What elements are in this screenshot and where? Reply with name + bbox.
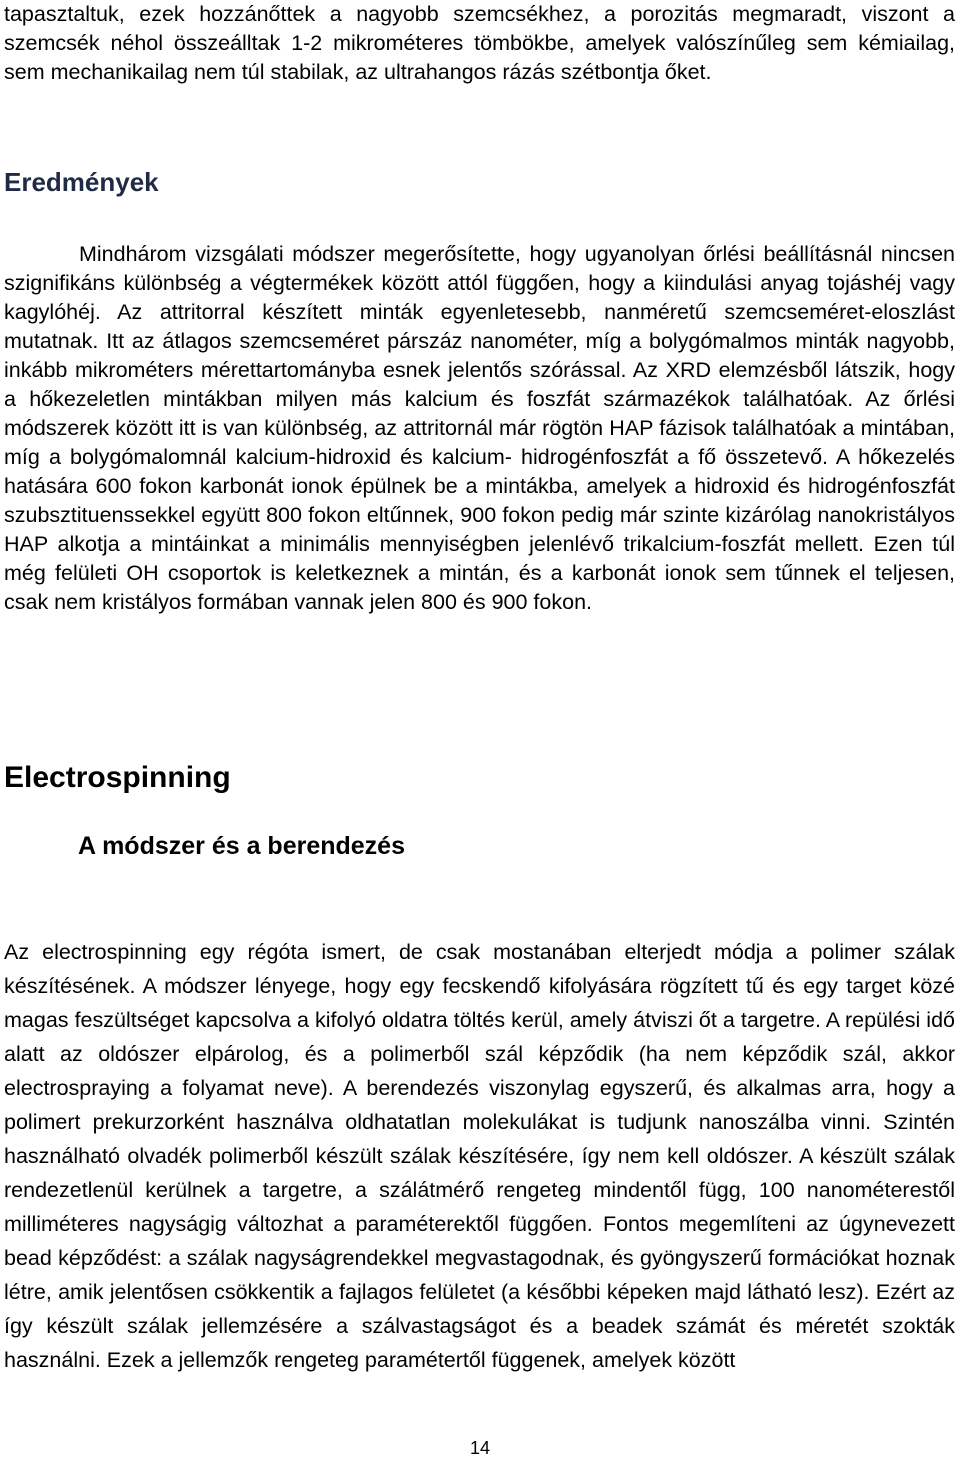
page-number: 14 (469, 1438, 491, 1458)
section-heading-electrospinning: Electrospinning (4, 761, 231, 794)
results-paragraph: Mindhárom vizsgálati módszer megerősítette, hogy ugyanolyan őrlési beállításnál nincsen szignifikáns különbség a végtermékek között attól függően, hogy a kiindulási anyag tojáshéj vagy kagylóhéj. Az attritorral készített minták egyenletesebb, nanméretű szemcseméret-eloszlást mutatnak. Itt az átlagos szemcseméret párszáz nanométer, míg a bolygómalmos minták nagyobb, inkább mikrométers mérettartományba esnek jelentős szórással. Az XRD elemzésből látszik, hogy a hőkezeletlen mintákban milyen más kalcium és foszfát származékok találhatóak. Az őrlési módszerek között itt is van különbség, az attritornál már rögtön HAP fázisok találhatóak a mintában, míg a bolygómalomnál kalcium-hidroxid és kalcium- hidrogénfoszfát a fő összetevő. A hőkezelés hatására 600 fokon karbonát ionok épülnek be a mintákba, amelyek a hidroxid és hidrogénfoszfát szubsztituenssekkel együtt 800 fokon eltűnnek, 900 fokon pedig már szinte kizárólag nanokristályos HAP alkotja a mintáinkat a minimális mennyiségben jelenlévő trikalcium-foszfát mellett. Ezen túl még felületi OH csoportok is keletkeznek a mintán, és a karbonát ionok sem tűnnek el teljesen, csak nem kristályos formában vannak jelen 800 és 900 fokon. (4, 242, 955, 614)
subsection-heading-method: A módszer és a berendezés (78, 832, 405, 860)
intro-paragraph: tapasztaltuk, ezek hozzánőttek a nagyobb szemcsékhez, a porozitás megmaradt, viszont a szemcsék néhol összeálltak 1-2 mikrométeres tömbökbe, amelyek valószínűleg sem kémiailag, sem mechanikailag nem túl stabilak, az ultrahangos rázás szétbontja őket. (4, 2, 955, 84)
results-heading: Eredmények (4, 167, 159, 197)
method-paragraph: Az electrospinning egy régóta ismert, de csak mostanában elterjedt módja a polimer szálak készítésének. A módszer lényege, hogy egy fecskendő kifolyására rögzített tű és egy target közé magas feszültséget kapcsolva a kifolyó oldatra töltés kerül, amely átviszi őt a targetre. A repülési idő alatt az oldószer elpárolog, és a polimerből szál képződik (ha nem képződik szál, akkor electrospraying a folyamat neve). A berendezés viszonylag egyszerű, és alkalmas arra, hogy a polimert prekurzorként használva oldhatatlan molekulákat is tudjunk nanoszálba vinni. Szintén használható olvadék polimerből készült szálak készítésére, így nem kell oldószer. A készült szálak rendezetlenül kerülnek a targetre, a szálátmérő rengeteg mindentől függ, 100 nanométerestől milliméteres nagyságig változhat a paraméterektől függően. Fontos megemlíteni az úgynevezett bead képződést: a szálak nagyságrendekkel megvastagodnak, és gyöngyszerű formációkat hoznak létre, amik jelentősen csökkentik a fajlagos felületet (a későbbi képeken majd látható lesz). Ezért az így készült szálak jellemzésére a szálvastagságot és a beadek számát és méretét szokták használni. Ezek a jellemzők rengeteg paramétertől függenek, amelyek között (4, 940, 955, 1372)
